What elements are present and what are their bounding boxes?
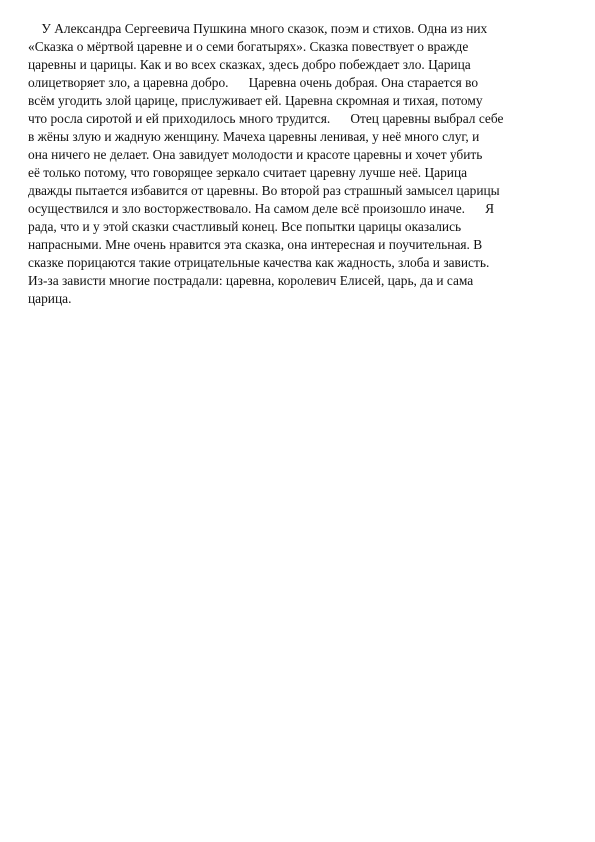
text-line: она ничего не делает. Она завидует молодости и красоте царевны и хочет убить xyxy=(28,147,483,162)
text-line: что росла сиротой и ей приходилось много трудится. Отец царевны выбрал себе xyxy=(28,111,504,126)
text-line: царица. xyxy=(28,291,72,306)
text-line: рада, что и у этой сказки счастливый конец. Все попытки царицы оказались xyxy=(28,219,462,234)
text-line: олицетворяет зло, а царевна добро. Царевна очень добрая. Она старается во xyxy=(28,75,479,90)
text-line: всём угодить злой царице, прислуживает ей. Царевна скромная и тихая, потому xyxy=(28,93,483,108)
text-line: её только потому, что говорящее зеркало считает царевну лучше неё. Царица xyxy=(28,165,468,180)
essay-text xyxy=(28,20,568,308)
text-line: напрасными. Мне очень нравится эта сказка, она интересная и поучительная. В xyxy=(28,237,483,252)
text-line: царевны и царицы. Как и во всех сказках, здесь добро побеждает зло. Царица xyxy=(28,57,471,72)
text-line: осуществился и зло восторжествовало. На самом деле всё произошло иначе. Я xyxy=(28,201,495,216)
text-line: У Александра Сергеевича Пушкина много сказок, поэм и стихов. Одна из них xyxy=(28,21,488,36)
text-line: Из-за зависти многие пострадали: царевна, королевич Елисей, царь, да и сама xyxy=(28,273,474,288)
text-line: дважды пытается избавится от царевны. Во второй раз страшный замысел царицы xyxy=(28,183,500,198)
text-line: «Сказка о мёртвой царевне и о семи богатырях». Сказка повествует о вражде xyxy=(28,39,469,54)
text-line: сказке порицаются такие отрицательные качества как жадность, злоба и зависть. xyxy=(28,255,490,270)
text-line: в жёны злую и жадную женщину. Мачеха царевны ленивая, у неё много слуг, и xyxy=(28,129,480,144)
